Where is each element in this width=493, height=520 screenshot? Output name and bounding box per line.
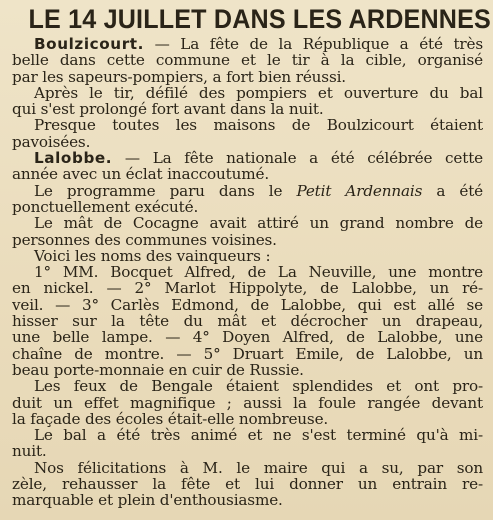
text-line [12, 232, 483, 248]
text-run: année avec un éclat inaccoutumé. [12, 166, 270, 183]
text-run: Le programme paru dans le [34, 182, 297, 199]
text-line [12, 443, 483, 459]
text-run: par les sapeurs-pompiers, a fort bien réussi. [12, 68, 346, 85]
place-heading: Boulzicourt. [34, 36, 145, 53]
text-run: hisser sur la tête du mât et décrocher un drapeau, [12, 313, 483, 330]
newspaper-name: Petit Ardennais [296, 182, 423, 199]
article-body [12, 36, 483, 509]
text-line [12, 362, 483, 378]
text-run: personnes des communes voisines. [12, 231, 277, 248]
text-line [12, 378, 483, 394]
text-line [12, 117, 483, 133]
text-run: a été [422, 182, 483, 199]
text-run: veil. — 3° Carlès Edmond, de Lalobbe, qui est allé se [12, 296, 483, 314]
text-line [12, 52, 483, 68]
text-run: Nos félicitations à M. le maire qui a su, par son [34, 459, 483, 477]
text-line [12, 492, 483, 508]
text-line [12, 395, 483, 411]
text-run: — La fête de la République a été très [144, 36, 483, 53]
text-run: duit un effet magnifique ; aussi la foule rangée devant [12, 394, 483, 411]
text-run: marquable et plein d'enthousiasme. [12, 492, 283, 509]
text-run: Voici les noms des vainqueurs : [34, 247, 271, 265]
text-line [12, 427, 483, 443]
text-line [12, 476, 483, 492]
text-line [12, 280, 483, 296]
text-line [12, 183, 483, 199]
text-run: 1° MM. Bocquet Alfred, de La Neuville, une montre [34, 264, 483, 281]
text-line [12, 248, 483, 264]
text-run: — La fête nationale a été célébrée cette [112, 150, 483, 167]
text-run: qui s'est prolongé fort avant dans la nuit. [12, 101, 324, 118]
text-run: en nickel. — 2° Marlot Hippolyte, de Lalobbe, un ré- [12, 280, 483, 297]
text-run: Presque toutes les maisons de Boulzicourt étaient [34, 117, 483, 134]
text-run: Le bal a été très animé et ne s'est terminé qu'à mi- [34, 427, 483, 444]
text-run: Les feux de Bengale étaient splendides et ont pro- [34, 378, 483, 395]
text-line [12, 460, 483, 476]
text-line [12, 199, 483, 215]
text-run: chaîne de montre. — 5° Druart Emile, de Lalobbe, un [12, 345, 483, 362]
place-heading: Lalobbe. [34, 150, 113, 167]
text-line [12, 411, 483, 427]
text-run: belle dans cette commune et le tir à la cible, organisé [12, 52, 483, 69]
text-run: ponctuellement exécuté. [12, 198, 199, 216]
text-line [12, 313, 483, 329]
text-line [12, 101, 483, 117]
text-run: pavoisées. [12, 133, 91, 151]
text-line [12, 264, 483, 280]
text-run: beau porte-monnaie en cuir de Russie. [12, 361, 304, 379]
text-run: une belle lampe. — 4° Doyen Alfred, de Lalobbe, une [12, 329, 483, 346]
text-line [12, 36, 483, 52]
text-run: Le mât de Cocagne avait attiré un grand nombre de [34, 215, 483, 232]
text-line [12, 346, 483, 362]
text-line [12, 150, 483, 166]
text-run: nuit. [12, 443, 47, 460]
text-line [12, 215, 483, 231]
article-title: LE 14 JUILLET DANS LES ARDENNES [28, 4, 491, 34]
text-line [12, 85, 483, 101]
text-line [12, 69, 483, 85]
text-line [12, 297, 483, 313]
text-run: zèle, rehausser la fête et lui donner un entrain re- [12, 476, 483, 493]
text-line [12, 329, 483, 345]
text-line [12, 134, 483, 150]
text-run: Après le tir, défilé des pompiers et ouverture du bal [34, 84, 483, 102]
text-line [12, 166, 483, 182]
text-run: la façade des écoles était-elle nombreuse. [12, 410, 329, 428]
